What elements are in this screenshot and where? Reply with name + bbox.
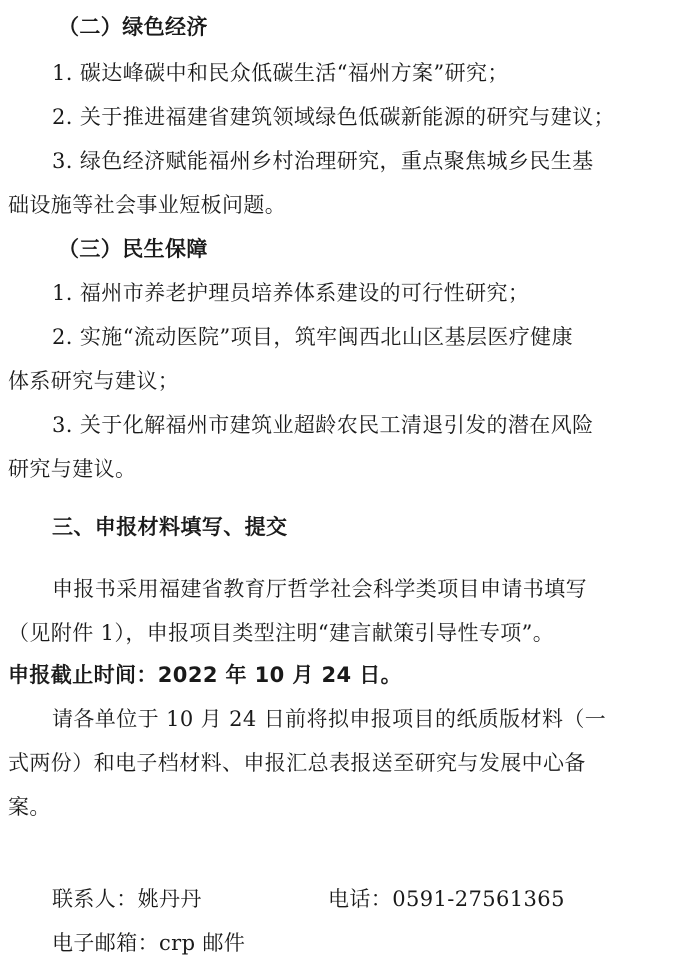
paragraph-line: 案。	[8, 795, 51, 819]
list-item: 2. 关于推进福建省建筑领域绿色低碳新能源的研究与建议；	[52, 105, 615, 129]
deadline-text: 申报截止时间：2022 年 10 月 24 日。	[8, 663, 403, 687]
paragraph-line: 请各单位于 10 月 24 日前将拟申报项目的纸质版材料（一	[52, 707, 607, 731]
list-item: 1. 福州市养老护理员培养体系建设的可行性研究；	[52, 281, 530, 305]
section-heading-livelihood: （三）民生保障	[58, 237, 208, 261]
section-heading-submission: 三、申报材料填写、提交	[52, 515, 288, 539]
list-item: 1. 碳达峰碳中和民众低碳生活“福州方案”研究；	[52, 61, 509, 85]
paragraph-line: 式两份）和电子档材料、申报汇总表报送至研究与发展中心备	[8, 751, 586, 775]
list-item-continuation: 研究与建议。	[8, 457, 137, 481]
list-item-continuation: 体系研究与建议；	[8, 369, 180, 393]
list-item: 3. 关于化解福州市建筑业超龄农民工清退引发的潜在风险	[52, 413, 594, 437]
paragraph-line: 申报书采用福建省教育厅哲学社会科学类项目申请书填写	[52, 577, 587, 601]
contact-email: 电子邮箱：crp 邮件	[52, 931, 246, 955]
paragraph-line: （见附件 1），申报项目类型注明“建言献策引导性专项”。	[8, 621, 555, 645]
contact-phone: 电话：0591-27561365	[328, 887, 565, 911]
contact-person: 联系人：姚丹丹	[52, 887, 202, 911]
section-heading-green-economy: （二）绿色经济	[58, 15, 208, 39]
list-item: 3. 绿色经济赋能福州乡村治理研究，重点聚焦城乡民生基	[52, 149, 594, 173]
list-item: 2. 实施“流动医院”项目，筑牢闽西北山区基层医疗健康	[52, 325, 573, 349]
list-item-continuation: 础设施等社会事业短板问题。	[8, 193, 287, 217]
